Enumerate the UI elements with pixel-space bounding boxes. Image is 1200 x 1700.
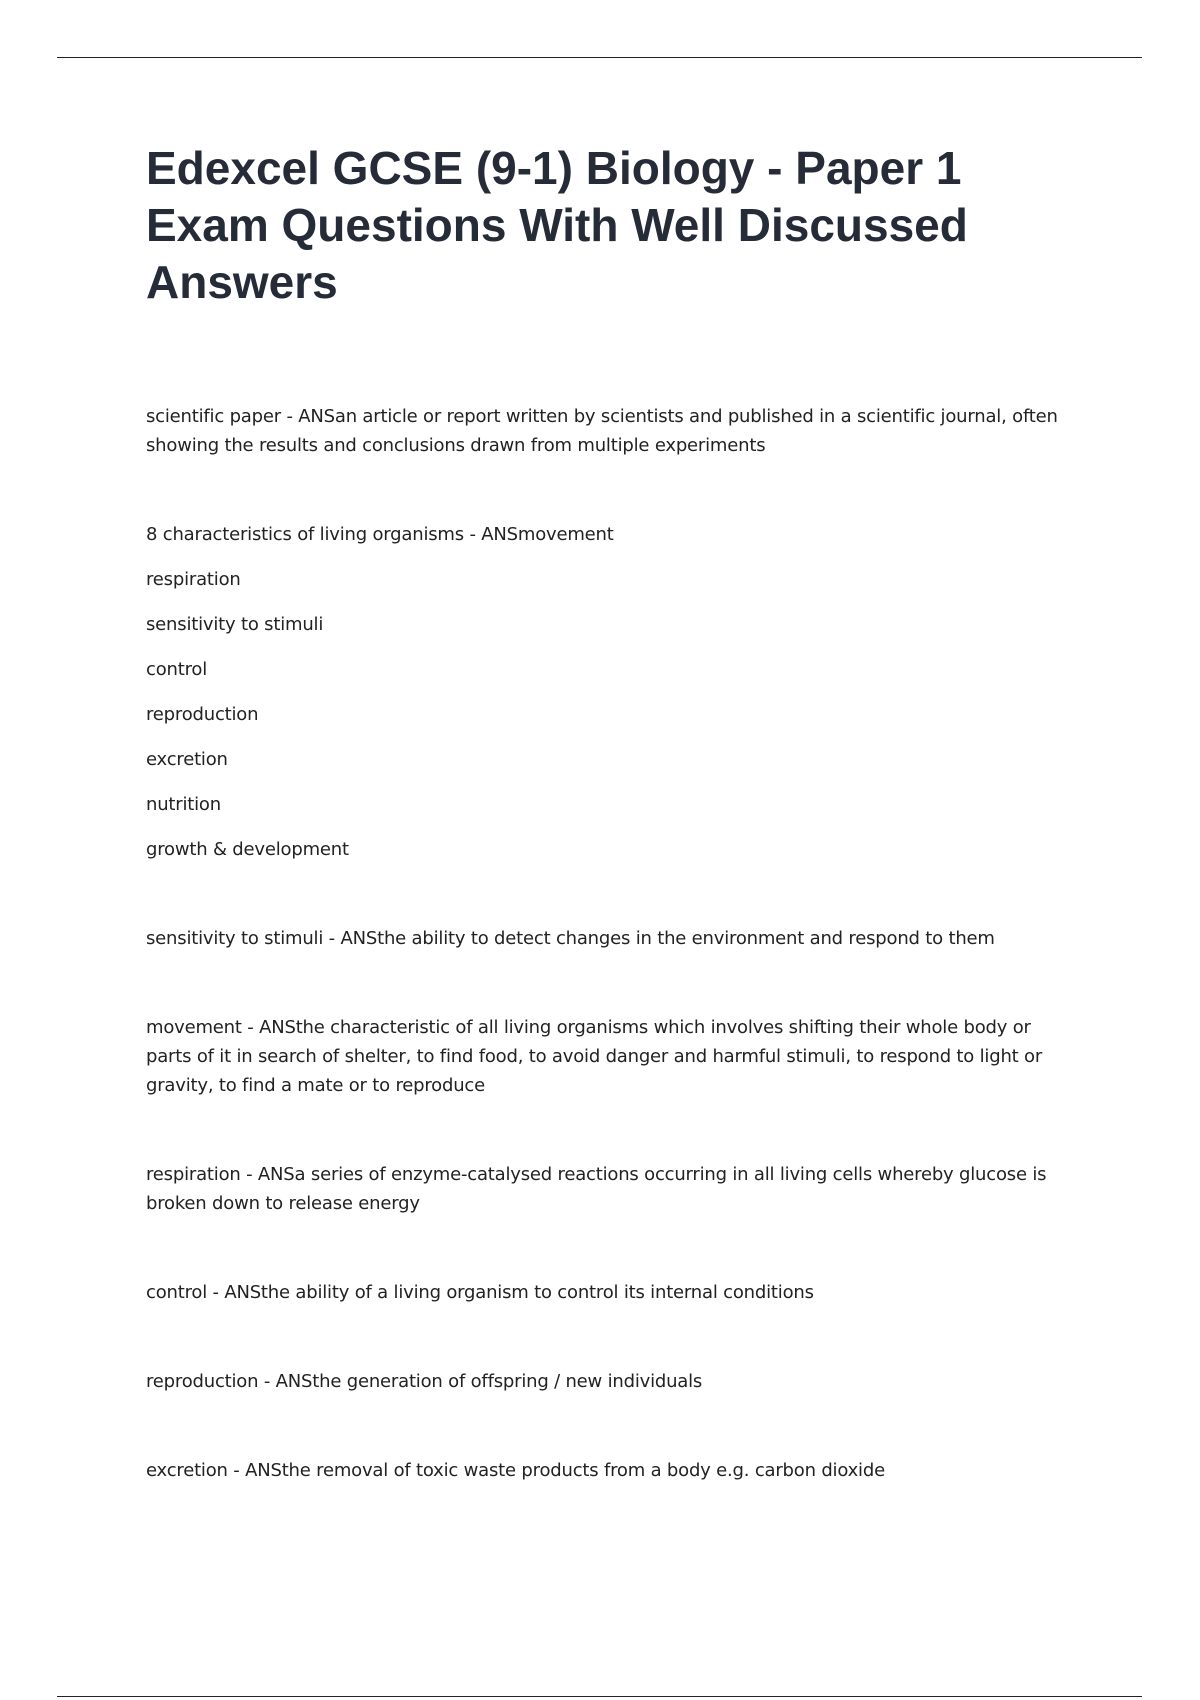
top-rule bbox=[57, 57, 1142, 58]
characteristics-list bbox=[146, 565, 1066, 864]
qa-entry-control: control - ANSthe ability of a living organism to control its internal conditions bbox=[146, 1282, 814, 1303]
qa-entry-sensitivity: sensitivity to stimuli - ANSthe ability to detect changes in the environment and respond to them bbox=[146, 928, 995, 949]
qa-entry-characteristics bbox=[146, 520, 1066, 864]
bottom-rule bbox=[57, 1696, 1142, 1697]
list-item: sensitivity to stimuli bbox=[146, 614, 324, 635]
list-item: nutrition bbox=[146, 794, 221, 815]
list-item: reproduction bbox=[146, 704, 259, 725]
list-item: excretion bbox=[146, 749, 228, 770]
list-item: growth & development bbox=[146, 839, 349, 860]
qa-question-characteristics: 8 characteristics of living organisms - ANSmovement bbox=[146, 524, 614, 545]
list-item: respiration bbox=[146, 569, 241, 590]
list-item: control bbox=[146, 659, 207, 680]
document-body bbox=[146, 402, 1066, 1545]
qa-entry-scientific-paper: scientific paper - ANSan article or report written by scientists and published in a scientific journal, often showing the results and conclusions drawn from multiple experiments bbox=[146, 406, 1058, 456]
qa-entry-movement: movement - ANSthe characteristic of all living organisms which involves shifting their whole body or parts of it in search of shelter, to find food, to avoid danger and harmful stimuli, to respond to light or gravity, to find a mate or to reproduce bbox=[146, 1017, 1043, 1096]
qa-entry-excretion: excretion - ANSthe removal of toxic waste products from a body e.g. carbon dioxide bbox=[146, 1460, 885, 1481]
qa-entry-reproduction: reproduction - ANSthe generation of offspring / new individuals bbox=[146, 1371, 703, 1392]
qa-entry-respiration: respiration - ANSa series of enzyme-catalysed reactions occurring in all living cells whereby glucose is broken down to release energy bbox=[146, 1164, 1047, 1214]
page-title: Edexcel GCSE (9-1) Biology - Paper 1 Exam Questions With Well Discussed Answers bbox=[146, 142, 968, 308]
